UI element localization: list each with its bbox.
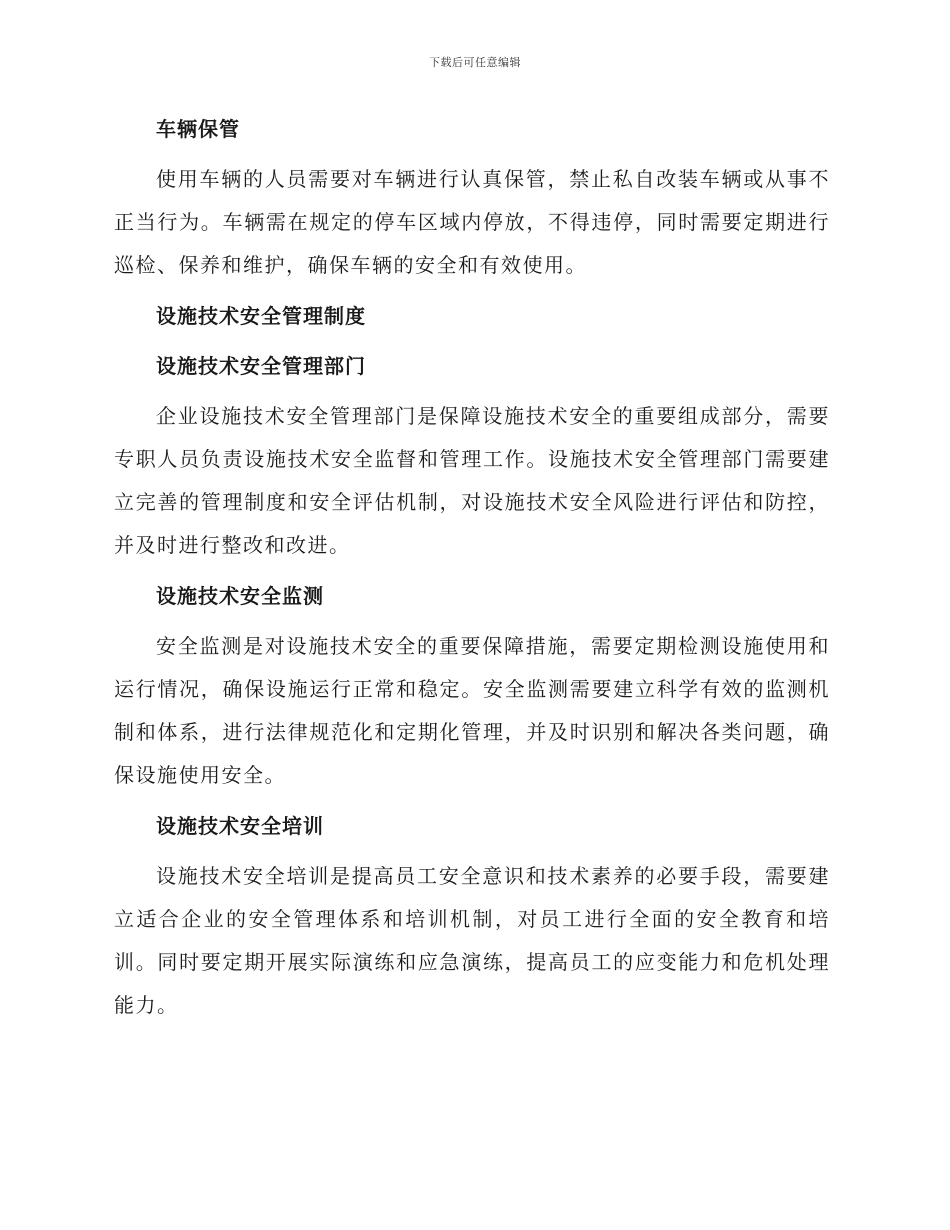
page-header-note: 下载后可任意编辑 <box>429 56 521 69</box>
paragraph-safety-monitoring: 安全监测是对设施技术安全的重要保障措施，需要定期检测设施使用和运行情况，确保设施运行正常和稳定。安全监测需要建立科学有效的监测机制和体系，进行法律规范化和定期化管理，并及时识别和解决各类问题，确保设施使用安全。 <box>114 634 830 787</box>
paragraph-safety-training: 设施技术安全培训是提高员工安全意识和技术素养的必要手段，需要建立适合企业的安全管理体系和培训机制，对员工进行全面的安全教育和培训。同时要定期开展实际演练和应急演练，提高员工的应变能力和危机处理能力。 <box>114 864 830 1017</box>
section-heading-safety-department: 设施技术安全管理部门 <box>156 354 366 378</box>
section-heading-facility-safety-system: 设施技术安全管理制度 <box>156 304 366 328</box>
section-heading-safety-training: 设施技术安全培训 <box>156 814 324 838</box>
section-heading-safety-monitoring: 设施技术安全监测 <box>156 584 324 608</box>
paragraph-safety-department: 企业设施技术安全管理部门是保障设施技术安全的重要组成部分，需要专职人员负责设施技术安全监督和管理工作。设施技术安全管理部门需要建立完善的管理制度和安全评估机制，对设施技术安全风险进行评估和防控，并及时进行整改和改进。 <box>114 404 830 557</box>
document-body <box>114 108 830 1035</box>
paragraph-vehicle-custody: 使用车辆的人员需要对车辆进行认真保管，禁止私自改装车辆或从事不正当行为。车辆需在规定的停车区域内停放，不得违停，同时需要定期进行巡检、保养和维护，确保车辆的安全和有效使用。 <box>114 167 830 277</box>
section-heading-vehicle-custody: 车辆保管 <box>156 117 240 141</box>
